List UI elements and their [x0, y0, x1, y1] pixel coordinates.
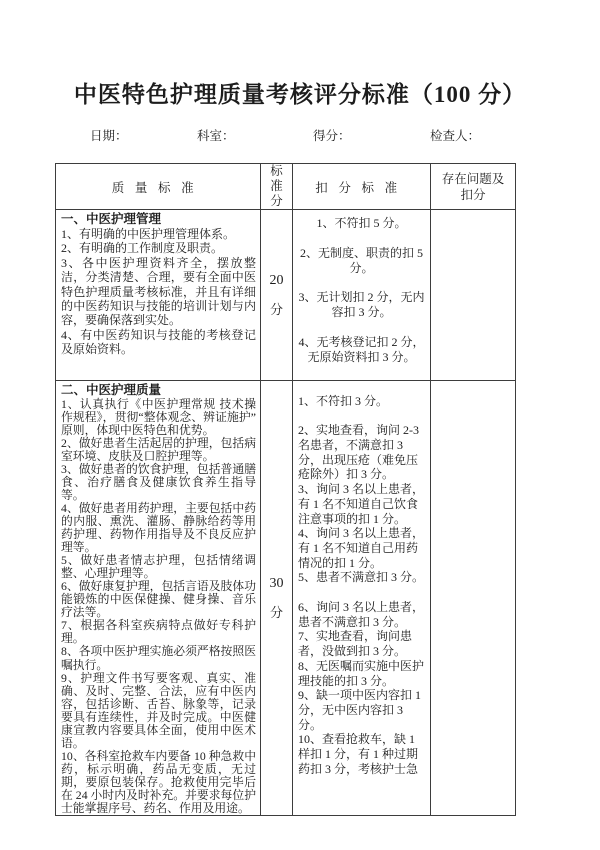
score-table: [55, 163, 516, 816]
standard-score-cell-1: [261, 210, 293, 381]
section-title: 一、中医护理管理: [61, 212, 162, 226]
deduction-item: 4、无考核登记扣 2 分，无原始资料扣 3 分。: [298, 334, 425, 364]
table-header-row: [56, 164, 516, 210]
header-standard-score: [261, 164, 293, 210]
deduction-item: 2、实地查看，询问 2-3 名患者，不满意扣 3 分，出现压疮（难免压疮除外）扣 3 分。: [298, 423, 419, 482]
standard-item: 8、各项中医护理实施必须严格按照医嘱执行。: [61, 644, 256, 672]
standard-item: 2、有明确的工作制度及职责。: [61, 241, 224, 256]
header-quality-standard: [56, 164, 261, 210]
deduction-item: 10、查看抢救车，缺 1 样扣 1 分，有 1 种过期药扣 3 分，考核护士急: [298, 732, 419, 776]
standard-item: 10、各科室抢救车内要备 10 种急救中药，标示明确，药品无变质，无过期，要原包装保存。抢救使用完毕后在 24 小时内及时补充。并要求每位护士能掌握序号、药名、作用及用途。: [61, 748, 256, 816]
inspector-field-label: 检查人：: [430, 129, 481, 143]
deduction-item: 9、缺一项中医内容扣 1 分，无中医内容扣 3 分。: [298, 688, 422, 732]
standard-item: 2、做好患者生活起居的护理，包括病室环境、皮肤及口腔护理等。: [61, 435, 256, 463]
deduction-item: 2、无制度、职责的扣 5 分。: [299, 245, 423, 275]
quality-standard-cell-1: [56, 210, 261, 381]
deduction-item: 1、不符扣 3 分。: [298, 393, 389, 408]
deduction-item: 4、询问 3 名以上患者，有 1 名不知道自己用药情况的扣 1 分。: [298, 526, 425, 570]
deduction-cell-1: [293, 210, 431, 381]
header-quality-standard-label: 质量标准: [111, 180, 205, 195]
standard-score-cell-2: [261, 380, 293, 816]
deduction-cell-2: [293, 380, 431, 816]
table-row-quality: [56, 380, 516, 816]
header-problems: [431, 164, 516, 210]
department-field-label: 科室：: [197, 129, 235, 143]
header-problems-label: 存在问题及扣分: [441, 171, 505, 202]
score-field-label: 得分：: [313, 129, 351, 143]
standard-item: 3、做好患者的饮食护理，包括普通膳食、治疗膳食及健康饮食养生指导等。: [61, 461, 256, 502]
date-field-label: 日期：: [90, 129, 128, 143]
standard-item: 1、有明确的中医护理管理体系。: [61, 227, 236, 241]
quality-standard-cell-2: [56, 380, 261, 816]
score-value: 20: [269, 272, 284, 288]
deduction-item: 5、患者不满意扣 3 分。: [298, 570, 425, 585]
deduction-item: 3、无计划扣 2 分，无内容扣 3 分。: [298, 290, 425, 320]
section-title: 二、中医护理质量: [61, 382, 162, 397]
header-standard-score-label: 标准分: [270, 164, 283, 208]
score-value: 30: [269, 575, 284, 591]
standard-item: 4、做好患者用药护理，主要包括中药的内服、熏洗、灌肠、静脉给药等用药护理、药物作用指导及不良反应护理等。: [61, 500, 256, 555]
score-stack: [261, 577, 292, 619]
standard-item: 9、护理文件书写要客观、真实、准确、及时、完整、合法，应有中医内容，包括诊断、舌苔、脉象等，记录要具有连续性，并及时完成。中医健康宣教内容要具体全面，使用中医术语。: [61, 670, 256, 750]
standard-item: 7、根据各科室疾病特点做好专科护理。: [61, 618, 256, 646]
deduction-item: 3、询问 3 名以上患者，有 1 名不知道自己饮食注意事项的扣 1 分。: [298, 482, 425, 526]
dateline: [0, 126, 600, 144]
standard-item: 4、有中医药知识与技能的考核登记及原始资料。: [61, 327, 256, 357]
score-unit: 分: [269, 604, 283, 620]
problems-cell-2: [431, 380, 516, 816]
standard-item: 3、各中医护理资料齐全，摆放整洁，分类清楚、合理，要有全面中医特色护理质量考核标准，并且有详细的中医药知识与技能的培训计划与内容，要确保落到实处。: [61, 255, 256, 328]
table-row-management: [56, 210, 516, 381]
score-unit: 分: [269, 301, 283, 317]
page-title: 中医特色护理质量考核评分标准（100 分）: [73, 82, 527, 107]
score-stack: [261, 274, 292, 316]
standard-item: 1、认真执行《中医护理常规 技术操作规程》，贯彻“整体观念、辨证施护”原则，体现中医特色和优势。: [61, 396, 256, 437]
problems-cell-1: [431, 210, 516, 381]
header-deduction-standard: [293, 164, 431, 210]
deduction-item: 7、实地查看，询问患者，没做到扣 3 分。: [298, 629, 413, 659]
deduction-item: 1、不符扣 5 分。: [316, 216, 407, 230]
standard-item: 6、做好康复护理，包括言语及肢体功能锻炼的中医保健操、健身操、音乐疗法等。: [61, 579, 256, 620]
deduction-item: 6、询问 3 名以上患者，患者不满意扣 3 分。: [298, 600, 425, 629]
standard-item: 5、做好患者情志护理，包括情绪调整、心理护理等。: [61, 553, 256, 581]
deduction-item: 8、无医嘱而实施中医护理技能的扣 3 分。: [298, 658, 425, 688]
header-deduction-standard-label: 扣分标准: [315, 180, 408, 195]
